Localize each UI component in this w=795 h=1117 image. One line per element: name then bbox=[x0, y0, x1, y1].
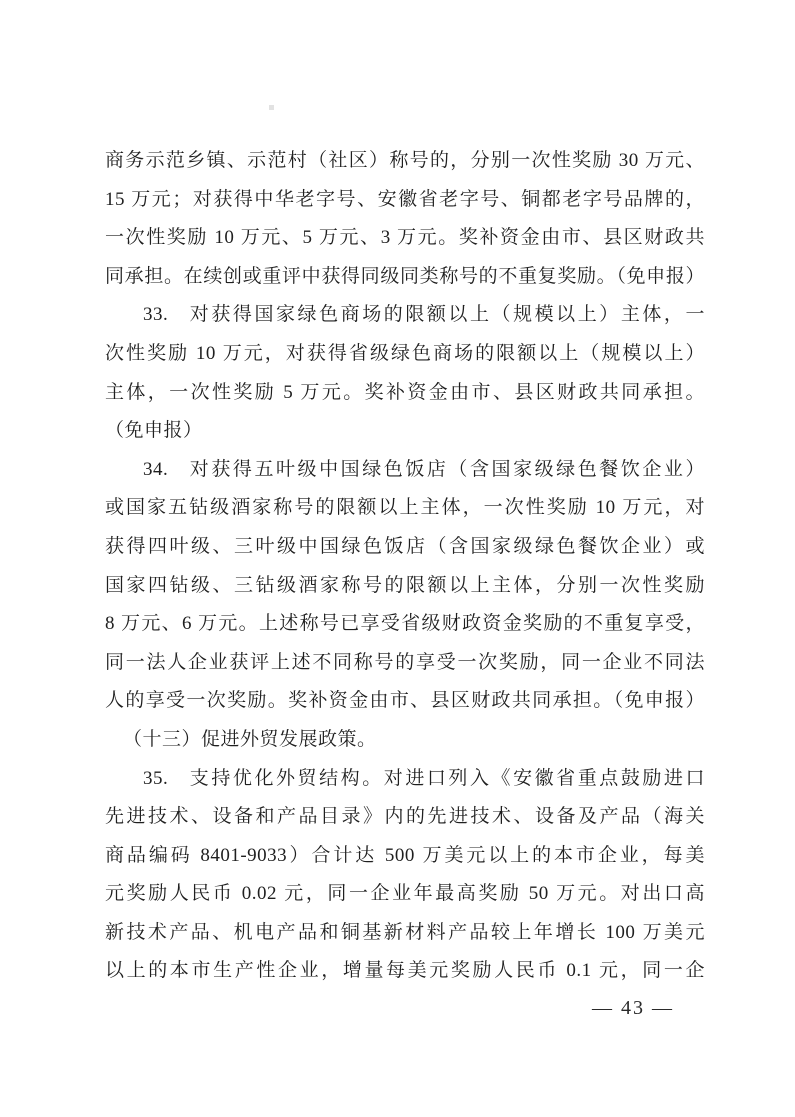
text-line: 国家四钻级、三钻级酒家称号的限额以上主体，分别一次性奖励 bbox=[105, 574, 705, 596]
section-heading-13 bbox=[105, 721, 705, 760]
text-line: 同承担。在续创或重评中获得同级同类称号的不重复奖励。（免申报） bbox=[105, 265, 705, 287]
text-line: 获得四叶级、三叶级中国绿色饭店（含国家级绿色餐饮企业）或 bbox=[105, 535, 705, 557]
text-line: 主体，一次性奖励 5 万元。奖补资金由市、县区财政共同承担。 bbox=[105, 381, 705, 403]
text-line: （免申报） bbox=[105, 420, 203, 442]
document-body bbox=[105, 142, 705, 991]
policy-item-34 bbox=[105, 451, 705, 721]
text-line: 同一法人企业获评上述不同称号的享受一次奖励，同一企业不同法 bbox=[105, 651, 705, 673]
text-line: 以上的本市生产性企业，增量每美元奖励人民币 0.1 元，同一企 bbox=[105, 960, 705, 982]
text-line: 新技术产品、机电产品和铜基新材料产品较上年增长 100 万美元 bbox=[105, 921, 705, 943]
scan-speck-artifact bbox=[269, 105, 274, 110]
text-line: 或国家五钻级酒家称号的限额以上主体，一次性奖励 10 万元，对 bbox=[105, 497, 705, 519]
text-line: 8 万元、6 万元。上述称号已享受省级财政资金奖励的不重复享受， bbox=[105, 613, 705, 635]
text-line: 元奖励人民币 0.02 元，同一企业年最高奖励 50 万元。对出口高 bbox=[105, 883, 705, 905]
text-line: 商务示范乡镇、示范村（社区）称号的，分别一次性奖励 30 万元、 bbox=[105, 150, 705, 171]
text-line: 先进技术、设备和产品目录》内的先进技术、设备及产品（海关 bbox=[105, 806, 705, 828]
text-line: 33. 对获得国家绿色商场的限额以上（规模以上）主体，一 bbox=[143, 304, 705, 326]
paragraph-32-continuation bbox=[105, 142, 705, 296]
policy-item-35 bbox=[105, 760, 705, 992]
text-line: 人的享受一次奖励。奖补资金由市、县区财政共同承担。（免申报） bbox=[105, 690, 705, 712]
page-number: — 43 — bbox=[592, 997, 674, 1019]
policy-item-33 bbox=[105, 296, 705, 450]
text-line: 一次性奖励 10 万元、5 万元、3 万元。奖补资金由市、县区财政共 bbox=[105, 227, 705, 249]
text-line: 34. 对获得五叶级中国绿色饭店（含国家级绿色餐饮企业） bbox=[143, 458, 705, 480]
text-line: 商品编码 8401-9033）合计达 500 万美元以上的本市企业，每美 bbox=[105, 844, 705, 866]
text-line: 15 万元；对获得中华老字号、安徽省老字号、铜都老字号品牌的， bbox=[105, 188, 705, 210]
section-heading-line: （十三）促进外贸发展政策。 bbox=[123, 728, 377, 750]
text-line: 次性奖励 10 万元，对获得省级绿色商场的限额以上（规模以上） bbox=[105, 342, 705, 364]
text-line: 35. 支持优化外贸结构。对进口列入《安徽省重点鼓励进口 bbox=[143, 767, 705, 789]
